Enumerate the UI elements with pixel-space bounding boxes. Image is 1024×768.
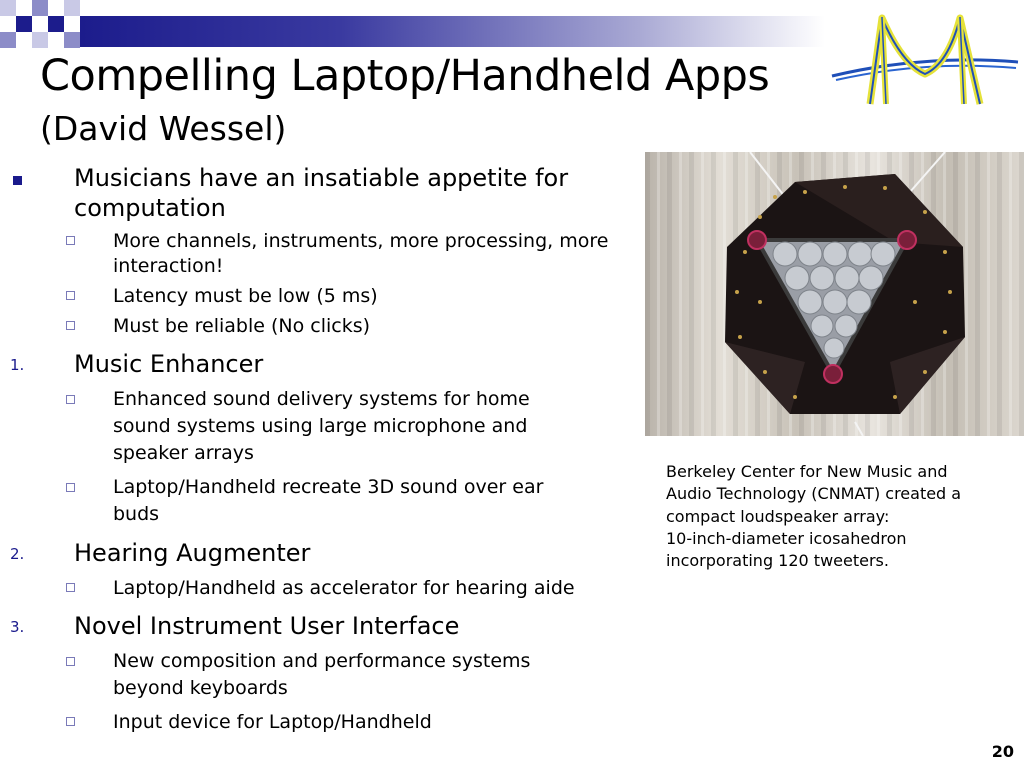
numbered-item: Hearing Augmenter <box>74 539 311 567</box>
photo-caption <box>666 461 996 572</box>
sub-bullet: Must be reliable (No clicks) <box>113 315 371 337</box>
list-number: 2. <box>10 545 25 563</box>
sub-bullet: More channels, instruments, more processing, more interaction! <box>113 230 609 277</box>
hollow-square-bullet-icon <box>66 583 75 592</box>
bullet-main: Musicians have an insatiable appetite for computation <box>74 164 569 222</box>
header-bar <box>80 16 825 47</box>
caption-line: 10-inch-diameter icosahedron incorporating 120 tweeters. <box>666 528 907 571</box>
hollow-square-bullet-icon <box>66 236 75 245</box>
hollow-square-bullet-icon <box>66 395 75 404</box>
square-bullet-icon <box>13 176 22 185</box>
sub-bullet: Input device for Laptop/Handheld <box>113 711 432 733</box>
numbered-item: Novel Instrument User Interface <box>74 612 460 640</box>
slide-title: Compelling Laptop/Handheld Apps <box>40 51 770 101</box>
hollow-square-bullet-icon <box>66 483 75 492</box>
sub-bullet: Latency must be low (5 ms) <box>113 285 378 307</box>
sub-bullet: Laptop/Handheld as accelerator for hearing aide <box>113 577 575 599</box>
deco-square <box>0 0 16 16</box>
deco-square <box>32 32 48 48</box>
sub-bullet: New composition and performance systems beyond keyboards <box>113 650 531 699</box>
hollow-square-bullet-icon <box>66 321 75 330</box>
numbered-item: Music Enhancer <box>74 350 264 378</box>
deco-square <box>64 32 80 48</box>
icosahedron-speaker-photo <box>645 152 1024 436</box>
bridge-logo-icon <box>830 4 1020 114</box>
deco-square <box>16 16 32 32</box>
hollow-square-bullet-icon <box>66 291 75 300</box>
hollow-square-bullet-icon <box>66 717 75 726</box>
caption-line: Berkeley Center for New Music and Audio Technology (CNMAT) created a compact loudspeaker array: <box>666 462 962 526</box>
page-number: 20 <box>991 742 1014 761</box>
sub-bullet: Laptop/Handheld recreate 3D sound over ear buds <box>113 476 544 525</box>
slide-subtitle: (David Wessel) <box>40 109 287 148</box>
deco-square <box>0 32 16 48</box>
deco-square <box>32 0 48 16</box>
deco-square <box>48 16 64 32</box>
list-number: 1. <box>10 356 25 374</box>
deco-square <box>64 0 80 16</box>
hollow-square-bullet-icon <box>66 657 75 666</box>
list-number: 3. <box>10 618 25 636</box>
sub-bullet: Enhanced sound delivery systems for home sound systems using large microphone and speaker arrays <box>113 388 530 464</box>
